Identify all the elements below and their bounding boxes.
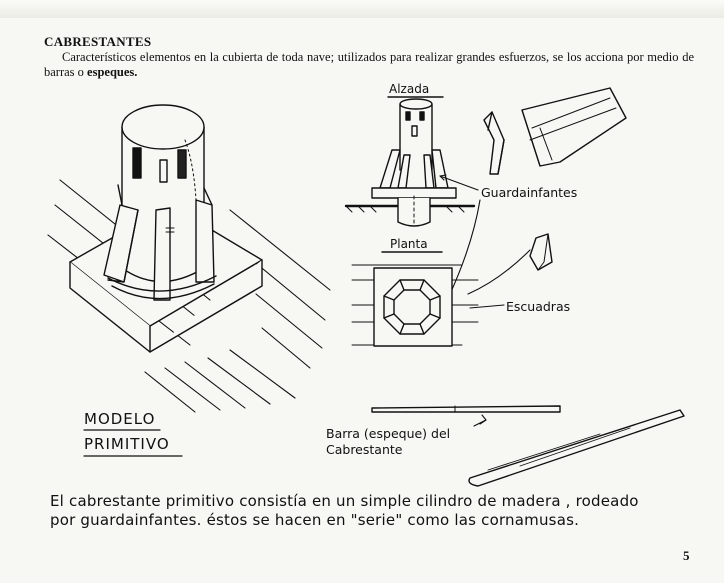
caption-line-2: por guardainfantes. éstos se hacen en "serie" como las cornamusas. <box>50 511 580 529</box>
guardainfante-detail <box>484 88 626 174</box>
label-planta: Planta <box>390 237 428 251</box>
label-guardainfantes: Guardainfantes <box>481 185 578 200</box>
label-escuadras: Escuadras <box>506 299 571 314</box>
caption <box>50 492 690 530</box>
intro-emphasis: espeques. <box>87 65 138 79</box>
page-number: 5 <box>683 548 690 563</box>
label-alzada: Alzada <box>389 82 430 96</box>
label-modelo: MODELO <box>84 410 156 428</box>
plan-drawing <box>352 252 478 346</box>
label-primitivo: PRIMITIVO <box>84 435 170 453</box>
escuadra-piece <box>530 234 552 270</box>
bar-drawing <box>372 406 684 486</box>
primitive-capstan-drawing <box>48 105 330 412</box>
section-heading: CABRESTANTES <box>44 34 152 49</box>
label-barra-line2: Cabrestante <box>326 442 403 457</box>
elevation-drawing <box>346 97 474 226</box>
caption-line-1: El cabrestante primitivo consistía en un simple cilindro de madera , rodeado <box>50 492 639 510</box>
intro-text: Característicos elementos en la cubierta de toda nave; utilizados para realizar grandes esfuerzos, se los acciona por medio de barras o <box>44 50 694 79</box>
label-barra-line1: Barra (espeque) del <box>326 426 451 441</box>
